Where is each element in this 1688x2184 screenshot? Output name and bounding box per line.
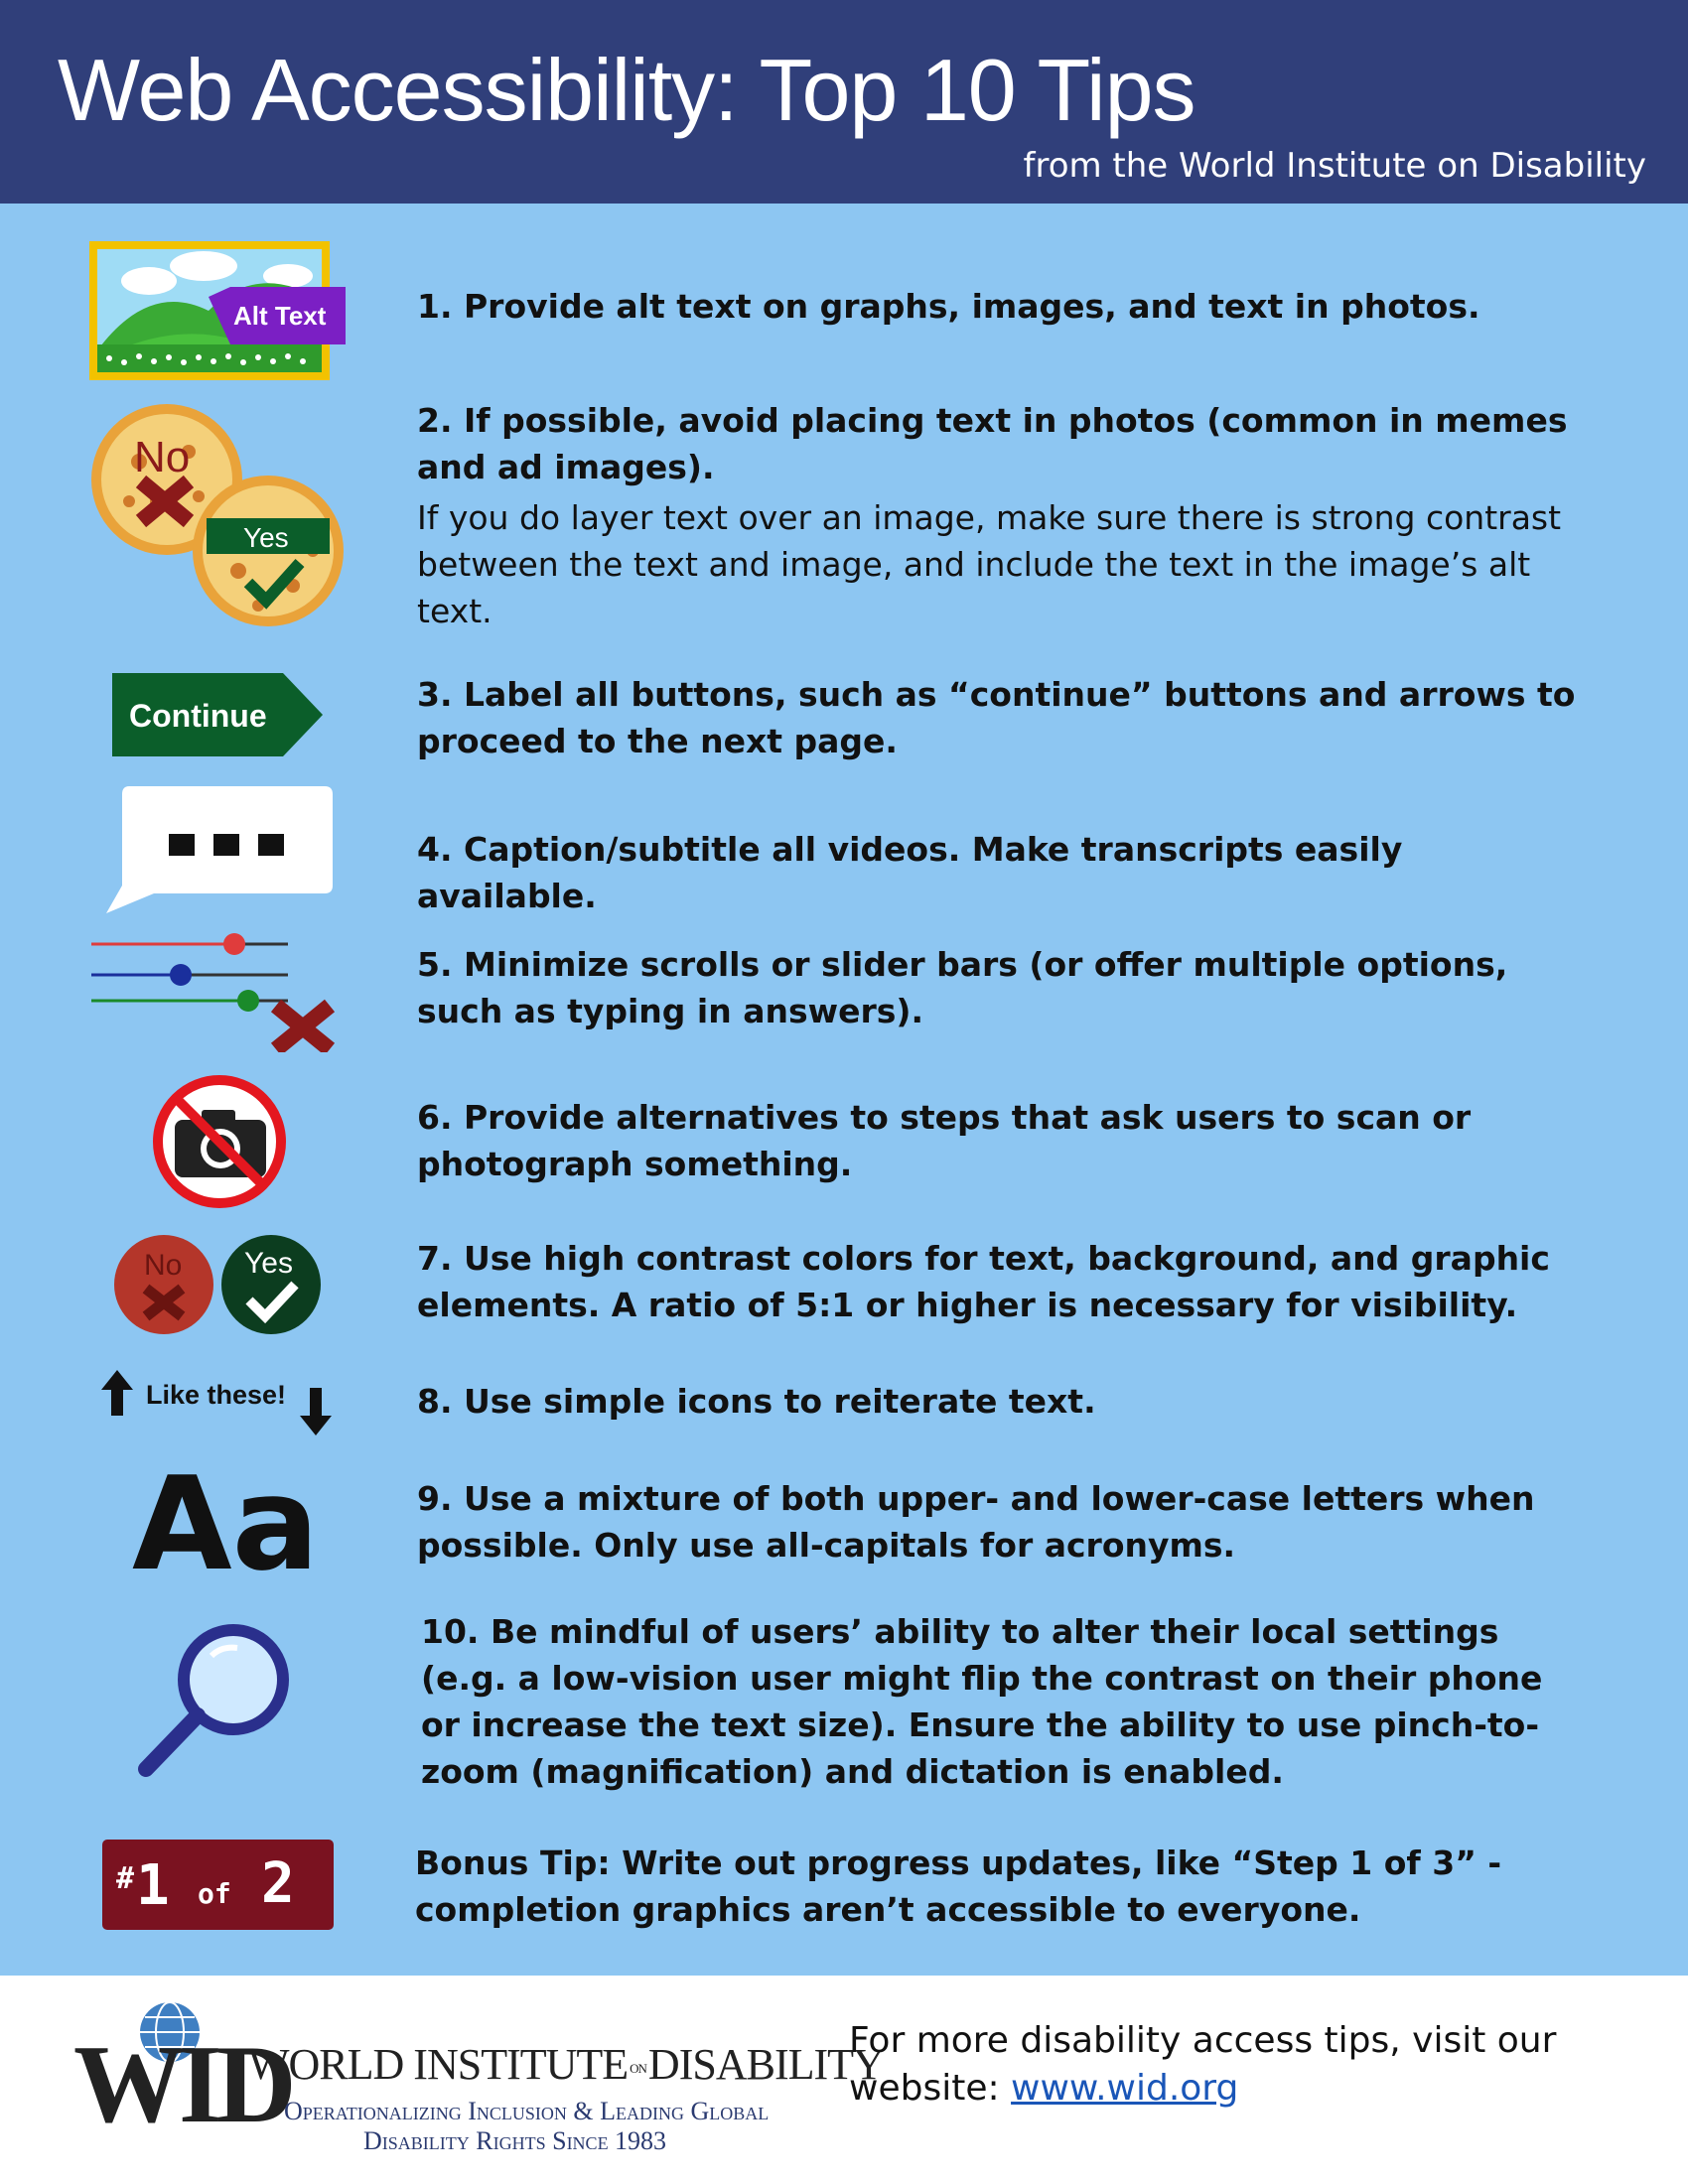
tip-3 — [417, 671, 1579, 764]
tip-4-text: 4. Caption/subtitle all videos. Make transcripts easily available. — [417, 830, 1403, 915]
up-arrow-icon — [101, 1370, 133, 1416]
arrows-icon — [99, 1370, 343, 1439]
footer-line-2: website: — [849, 2068, 1000, 2109]
speech-bubble-icon — [104, 786, 338, 915]
tip-9-text: 9. Use a mixture of both upper- and lower-case letters when possible. Only use all-capitals for acronyms. — [417, 1479, 1535, 1565]
pizza-no-yes-icon — [89, 402, 348, 630]
page-subtitle: from the World Institute on Disability — [1023, 146, 1646, 186]
pizza-no-label: No — [134, 433, 191, 481]
page-title: Web Accessibility: Top 10 Tips — [58, 41, 1196, 139]
tip-1 — [417, 283, 1579, 330]
tip-8-text: 8. Use simple icons to reiterate text. — [417, 1382, 1096, 1421]
wid-logo — [73, 1997, 884, 2166]
tip-2 — [417, 397, 1579, 634]
footer-line-1: For more disability access tips, visit our — [849, 2020, 1557, 2061]
down-arrow-icon — [300, 1388, 332, 1435]
alt-text-image-icon — [89, 241, 348, 380]
tip-5-text: 5. Minimize scrolls or slider bars (or offer multiple options, such as typing in answers). — [417, 945, 1508, 1030]
contrast-no-label: No — [144, 1249, 183, 1282]
badge-total: 2 — [261, 1851, 295, 1916]
tip-7-text: 7. Use high contrast colors for text, background, and graphic elements. A ratio of 5:1 or higher is necessary for visibility. — [417, 1239, 1550, 1324]
wid-on: ON — [630, 2060, 646, 2076]
tip-bonus-text: Bonus Tip: Write out progress updates, like “Step 1 of 3” - completion graphics aren’t accessible to everyone. — [415, 1843, 1502, 1929]
contrast-yes-label: Yes — [244, 1247, 293, 1280]
wid-name2: DISABILITY — [647, 2040, 884, 2089]
header-banner — [0, 0, 1688, 204]
tip-10 — [421, 1608, 1583, 1795]
tip-3-text: 3. Label all buttons, such as “continue” buttons and arrows to proceed to the next page. — [417, 675, 1576, 760]
tip-7 — [417, 1235, 1579, 1328]
sliders-icon — [89, 928, 348, 1052]
footer-text — [849, 2017, 1556, 2113]
continue-button-icon — [112, 673, 326, 756]
wid-website-link[interactable]: www.wid.org — [1011, 2068, 1239, 2109]
letter-case-icon: Aa — [132, 1448, 320, 1599]
tip-4 — [417, 826, 1579, 919]
badge-hash: # — [116, 1861, 135, 1896]
tip-2-subtext: If you do layer text over an image, make sure there is strong contrast between the text and image, and include the text in the image’s alt text. — [417, 498, 1562, 630]
wid-tagline-2: Disability Rights Since 1983 — [363, 2126, 667, 2155]
progress-badge-icon — [102, 1840, 334, 1930]
continue-label: Continue — [129, 698, 267, 734]
magnifier-icon — [134, 1618, 293, 1777]
tip-10-text: 10. Be mindful of users’ ability to alter their local settings (e.g. a low-vision user might flip the contrast on their phone or increase the text size). Ensure the ability to use pinch-to-zoom (magnification) and dictation is enabled. — [421, 1612, 1543, 1791]
tip-9 — [417, 1475, 1579, 1569]
pizza-yes-label: Yes — [243, 522, 289, 553]
no-camera-icon — [150, 1072, 289, 1211]
contrast-no-yes-icon — [112, 1229, 326, 1338]
like-these-label: Like these! — [146, 1380, 287, 1410]
tip-6-text: 6. Provide alternatives to steps that ask users to scan or photograph something. — [417, 1098, 1472, 1183]
tip-bonus — [415, 1840, 1577, 1933]
wid-name: WORLD INSTITUTE — [248, 2040, 629, 2089]
badge-of: of — [198, 1877, 231, 1910]
badge-number: 1 — [136, 1853, 170, 1918]
tip-5 — [417, 941, 1579, 1034]
tip-6 — [417, 1094, 1579, 1187]
tip-8 — [417, 1378, 1579, 1425]
wid-letters: WID — [73, 2023, 291, 2146]
tip-2-text: 2. If possible, avoid placing text in photos (common in memes and ad images). — [417, 401, 1568, 486]
tip-1-text: 1. Provide alt text on graphs, images, and text in photos. — [417, 287, 1480, 326]
wid-tagline-1: Operationalizing Inclusion & Leading Global — [284, 2097, 770, 2125]
alt-text-label: Alt Text — [233, 301, 327, 331]
